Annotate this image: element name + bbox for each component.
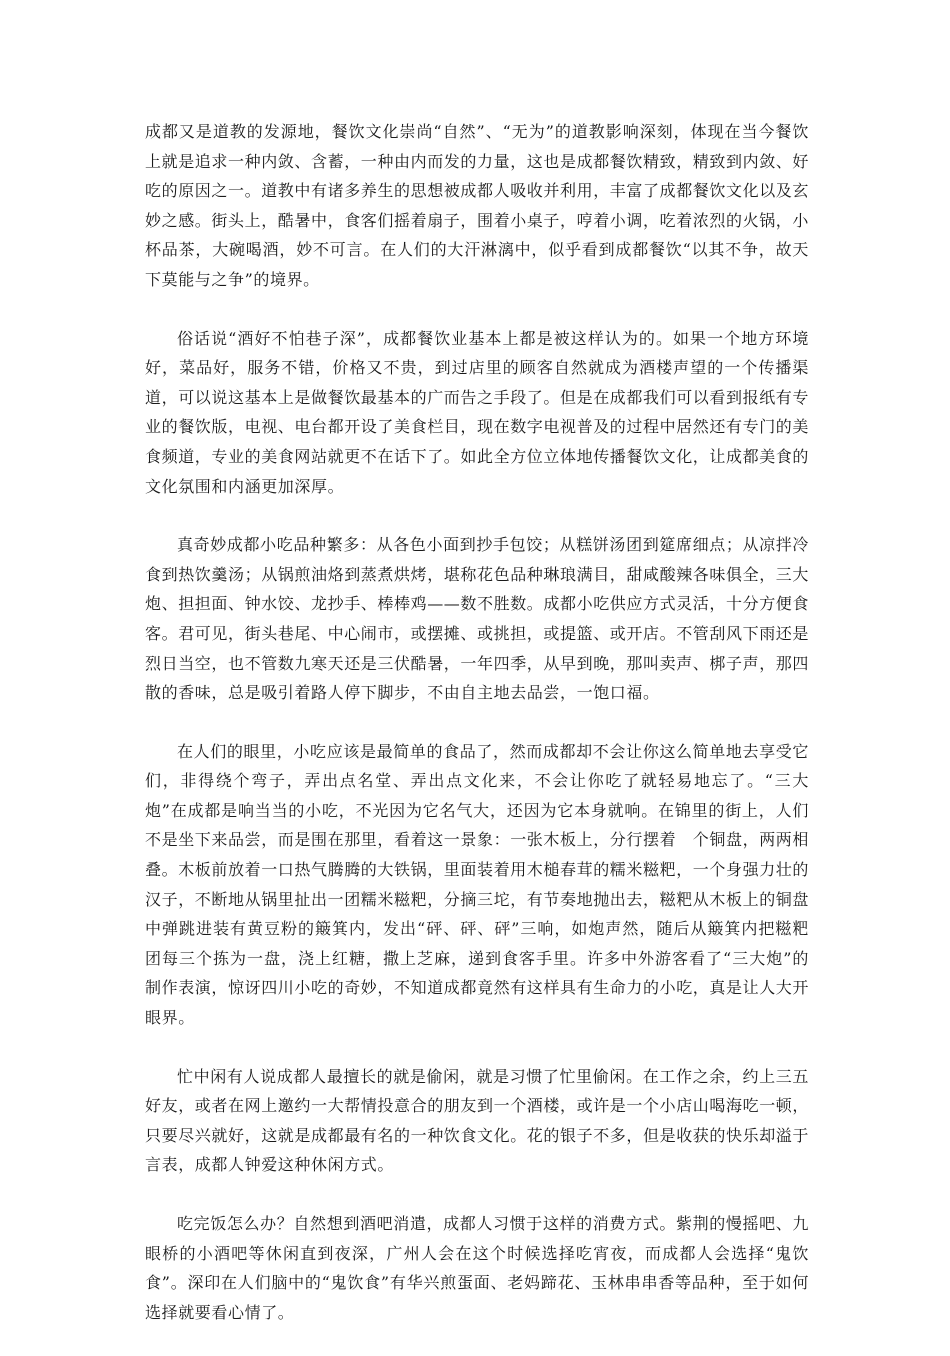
paragraph-leisure: 忙中闲有人说成都人最擅长的就是偷闲，就是习惯了忙里偷闲。在工作之余，约上三五好友，或者在网上邀约一大帮情投意合的朋友到一个酒楼，或许是一个小店山喝海吃一顿，只要尽兴就好，这就是成都最有名的一种饮食文化。花的银子不多，但是收获的快乐却溢于言表，成都人钟爱这种休闲方式。 [145, 1066, 810, 1175]
paragraph-night-food: 吃完饭怎么办？自然想到酒吧消遣，成都人习惯于这样的消费方式。紫荆的慢摇吧、九眼桥的小酒吧等休闲直到夜深，广州人会在这个时候选择吃宵夜，而成都人会选择“鬼饮食”。深印在人们脑中的“鬼饮食”有华兴煎蛋面、老妈蹄花、玉林串串香等品种，至于如何选择就要看心情了。 [145, 1214, 809, 1322]
paragraph-word-of-mouth: 俗话说“酒好不怕巷子深”，成都餐饮业基本上都是被这样认为的。如果一个地方环境好，菜品好，服务不错，价格又不贵，到过店里的顾客自然就成为酒楼声望的一个传播渠道，可以说这基本上是做餐饮最基本的广而告之手段了。但是在成都我们可以看到报纸有专业的餐饮版，电视、电台都开设了美食栏目，现在数字电视普及的过程中居然还有专门的美食频道，专业的美食网站就更不在话下了。如此全方位立体地传播餐饮文化，让成都美食的文化氛围和内涵更加深厚。 [145, 328, 810, 496]
paragraph-daoism: 成都又是道教的发源地，餐饮文化崇尚“自然”、“无为”的道教影响深刻，体现在当今餐饮上就是追求一种内敛、含蓄，一种由内而发的力量，这也是成都餐饮精致，精致到内敛、好吃的原因之一。道教中有诸多养生的思想被成都人吸收并利用，丰富了成都餐饮文化以及玄妙之感。街头上，酷暑中，食客们摇着扇子，围着小桌子，哼着小调，吃着浓烈的火锅，小杯品茶，大碗喝酒，妙不可言。在人们的大汗淋漓中，似乎看到成都餐饮“以其不争，故天下莫能与之争”的境界。 [145, 122, 810, 289]
document-body [145, 117, 809, 1356]
paragraph-san-da-pao: 在人们的眼里，小吃应该是最简单的食品了，然而成都却不会让你这么简单地去享受它们，非得绕个弯子，弄出点名堂、弄出点文化来，不会让你吃了就轻易地忘了。“三大炮”在成都是响当当的小吃，不光因为它名气大，还因为它本身就响。在锦里的街上，人们不是坐下来品尝，而是围在那里，看着这一景象：一张木板上，分行摆着 个铜盘，两两相叠。木板前放着一口热气腾腾的大铁锅，里面装着用木槌春茸的糯米糍粑，一个身强力壮的汉子，不断地从锅里扯出一团糯米糍粑，分摘三坨，有节奏地抛出去，糍粑从木板上的铜盘中弹跳进装有黄豆粉的簸箕内，发出“砰、砰、砰”三响，如炮声然，随后从簸箕内把糍粑团每三个拣为一盘，浇上红糖，撒上芝麻，递到食客手里。许多中外游客看了“三大炮”的制作表演，惊讶四川小吃的奇妙，不知道成都竟然有这样具有生命力的小吃，真是让人大开眼界。 [145, 741, 810, 1028]
paragraph-snack-variety: 真奇妙成都小吃品种繁多：从各色小面到抄手包饺；从糕饼汤团到筵席细点；从凉拌冷食到热饮羹汤；从锅煎油烙到蒸煮烘烤，堪称花色品种琳琅满目，甜咸酸辣各味俱全，三大炮、担担面、钟水饺、龙抄手、棒棒鸡——数不胜数。成都小吃供应方式灵活，十分方便食客。君可见，街头巷尾、中心闹市，或摆摊、或挑担，或提篮、或开店。不管刮风下雨还是烈日当空，也不管数九寒天还是三伏酷暑，一年四季，从早到晚，那叫卖声、梆子声，那四散的香味，总是吸引着路人停下脚步，不由自主地去品尝，一饱口福。 [145, 535, 810, 703]
